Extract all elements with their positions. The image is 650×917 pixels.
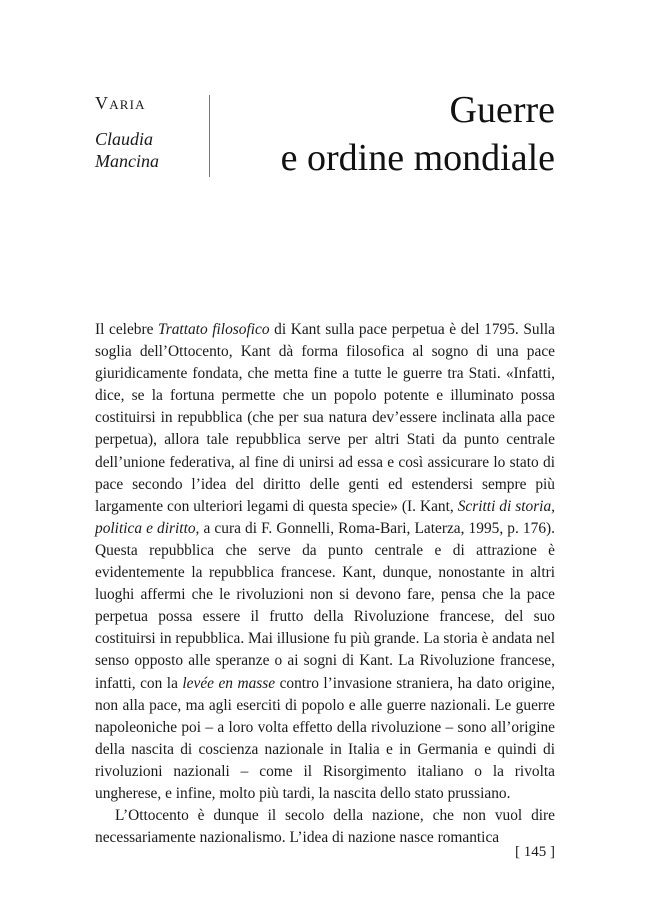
article-body xyxy=(95,319,555,849)
author-last-name: Mancina xyxy=(95,151,159,171)
author-name xyxy=(95,128,205,172)
article-header-left xyxy=(95,92,205,172)
author-first-name: Claudia xyxy=(95,129,154,149)
paragraph-1 xyxy=(95,319,555,805)
article-title xyxy=(281,86,555,182)
p1-text-b: di Kant sulla pace perpetua è del 1795. Sulla soglia dell’Ottocento, Kant dà forma filosofica al sogno di una pace giuridicamente fondata, che metta fine a tutte le guerre tra Stati. «Infatti, dice, se la fortuna permette che un popolo potente e illuminato possa costituirsi in repubblica (che per sua natura dev’essere inclinata alla pace perpetua), allora tale repubblica serve per altri Stati da punto centrale dell’unione federativa, al fine di unirsi ad essa e così assicurare lo stato di pace secondo l’idea del diritto delle genti ed estendersi sempre più largamente con ulteriori legami di questa specie» (I. Kant, xyxy=(95,321,555,515)
title-line-1: Guerre xyxy=(449,89,555,131)
section-label: Varia xyxy=(95,93,146,113)
page-number: [ 145 ] xyxy=(515,844,555,860)
work-title-trattato: Trattato filosofico xyxy=(158,321,270,338)
p1-text-a: Il celebre xyxy=(95,321,159,338)
term-levee-en-masse: levée en masse xyxy=(182,674,276,692)
p1-text-c: , a cura di F. Gonnelli, Roma-Bari, Laterza, 1995, p. 176). Questa repubblica che serve da punto centrale e di attrazione è evidentemente la repubblica francese. Kant, dunque, nonostante in altri luoghi affermi che le rivoluzioni non si devono fare, pensa che la pace perpetua possa essere il frutto della Rivoluzione francese, del suo costituirsi in repubblica. Mai illusione fu più grande. La storia è andata nel senso opposto alle speranze o ai sogni di Kant. La Rivoluzione francese, infatti, con la xyxy=(95,519,555,692)
work-title-scritti: Scritti di storia, politica e diritto xyxy=(95,497,555,537)
header-divider xyxy=(209,95,210,177)
p1-text-d: contro l’invasione straniera, ha dato origine, non alla pace, ma agli eserciti di popolo e alle guerre nazionali. Le guerre napoleoniche poi – a loro volta effetto della rivoluzione – sono all’origine della nascita di coscienza nazionale in Italia e in Germania e quindi di rivoluzioni nazionali – come il Risorgimento italiano o la rivolta ungherese, e infine, molto più tardi, la nascita dello stato prussiano. xyxy=(95,674,555,802)
paragraph-2: L’Ottocento è dunque il secolo della nazione, che non vuol dire necessariamente nazionalismo. L’idea di nazione nasce romantica xyxy=(95,807,555,847)
title-line-2: e ordine mondiale xyxy=(280,137,555,179)
